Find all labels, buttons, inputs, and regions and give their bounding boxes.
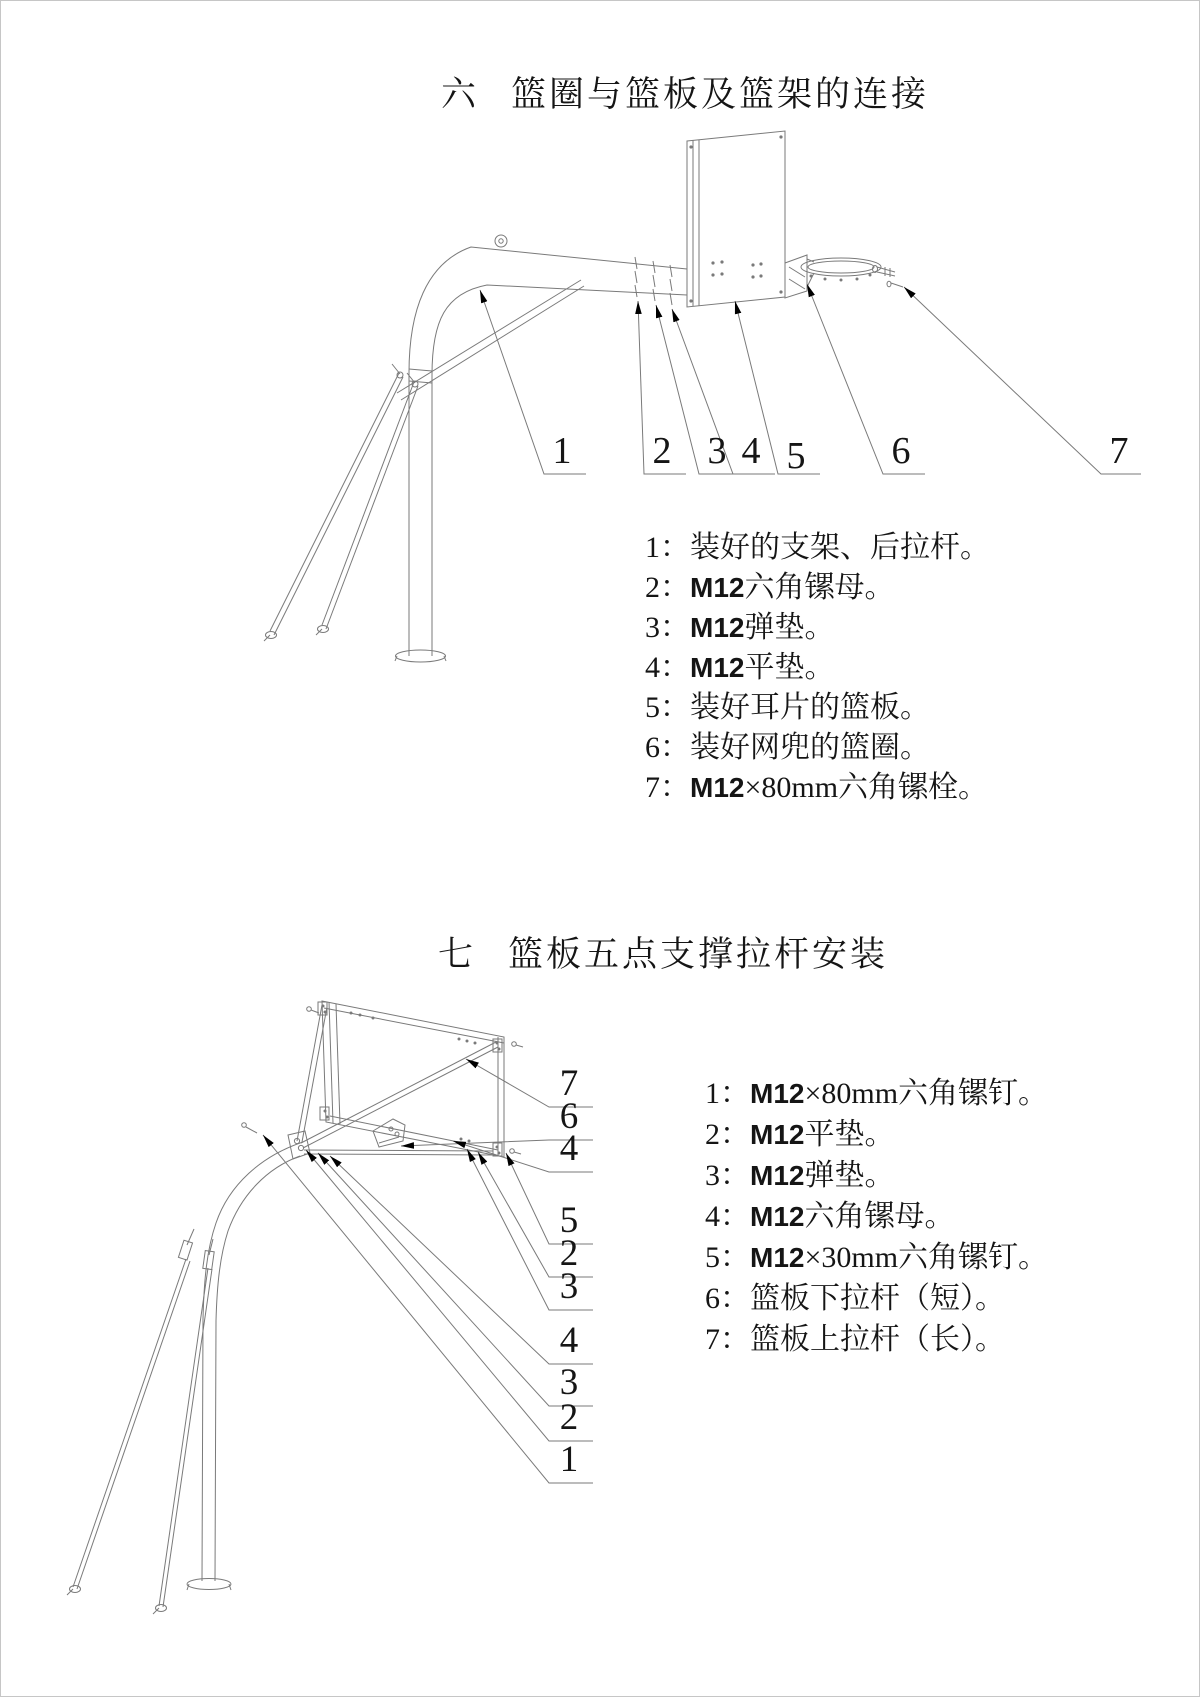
- callout-number: 4: [559, 1320, 579, 1361]
- rim-assembly: [785, 255, 881, 298]
- leader-lines-1: [480, 284, 1141, 477]
- legend-item: 1：装好的支架、后拉杆。: [645, 531, 990, 564]
- legend-item: 7：M12×80mm六角镙栓。: [645, 771, 989, 804]
- legend-item: 7：篮板上拉杆（长）。: [705, 1323, 1005, 1356]
- section-7-title: [438, 927, 888, 977]
- callout-number: 1: [559, 1439, 579, 1480]
- callout-number: 5: [559, 1200, 579, 1241]
- legend-item: 5：装好耳片的篮板。: [645, 691, 930, 724]
- section-6-number: 六: [441, 75, 480, 114]
- pole-base-2: [187, 1579, 231, 1591]
- legend-item: 6：装好网兜的篮圈。: [645, 731, 930, 764]
- pole-base: [395, 650, 446, 662]
- callout-number: 2: [559, 1233, 579, 1274]
- legend-item: 3：M12弹垫。: [705, 1159, 895, 1192]
- legend-item: 2：M12六角镙母。: [645, 571, 895, 604]
- backboard-2: [307, 1001, 523, 1157]
- hex-screw-glyph: [242, 1123, 257, 1133]
- callout-number: 2: [559, 1397, 579, 1438]
- legend-item: 3：M12弹垫。: [645, 611, 835, 644]
- support-hub: [288, 1131, 310, 1159]
- callout-number: 4: [559, 1128, 579, 1169]
- legend-item: 6：篮板下拉杆（短）。: [705, 1282, 1005, 1315]
- callout-number: 2: [652, 430, 672, 472]
- section-7-number: 七: [438, 935, 477, 974]
- callout-number: 7: [1109, 430, 1129, 472]
- callout-number: 6: [891, 430, 911, 472]
- legend-item: 4：M12六角镙母。: [705, 1200, 955, 1233]
- callout-number: 6: [559, 1096, 579, 1137]
- goose-neck-pole-2: [202, 1142, 303, 1581]
- callout-number: 3: [559, 1266, 579, 1307]
- hex-bolt-glyph: [873, 266, 904, 288]
- lifting-ring: [495, 235, 507, 247]
- callout-number: 7: [559, 1063, 579, 1104]
- legend-item: 4：M12平垫。: [645, 651, 835, 684]
- callout-number: 4: [741, 430, 761, 472]
- section-6-heading-text: 篮圈与篮板及篮架的连接: [511, 75, 930, 114]
- legend-item: 5：M12×30mm六角镙钉。: [705, 1241, 1049, 1274]
- callout-number: 3: [707, 430, 727, 472]
- section-6-legend: [645, 528, 990, 808]
- section-7-heading-text: 篮板五点支撑拉杆安装: [508, 935, 889, 974]
- legend-item: 2：M12平垫。: [705, 1118, 895, 1151]
- section-7-legend: [705, 1073, 1048, 1360]
- diagrams-layer: [1, 1, 1200, 1697]
- rear-stay-rods: [264, 364, 418, 641]
- callout-number: 1: [552, 430, 572, 472]
- callout-number: 5: [786, 435, 806, 477]
- rear-stay-rods-2: [67, 1229, 214, 1614]
- section-6-title: [441, 67, 929, 117]
- callout-number: 3: [559, 1362, 579, 1403]
- assembly-diagram-support-rods: [67, 1001, 593, 1614]
- legend-item: 1：M12×80mm六角镙钉。: [705, 1077, 1049, 1110]
- backboard-1: [687, 131, 785, 307]
